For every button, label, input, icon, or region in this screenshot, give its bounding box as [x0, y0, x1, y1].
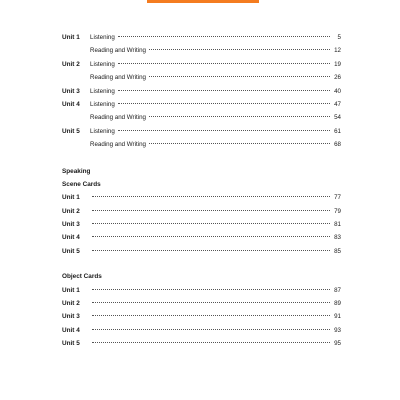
toc-row[interactable]	[62, 125, 341, 138]
toc-row[interactable]	[62, 98, 341, 111]
toc-entry-title: Reading and Writing	[90, 141, 146, 149]
toc-page-number: 5	[337, 34, 341, 41]
toc-row[interactable]	[62, 337, 341, 350]
toc-page-number: 89	[334, 300, 341, 308]
toc-row[interactable]	[62, 231, 341, 244]
toc-page-number: 81	[334, 221, 341, 229]
toc-page-number: 12	[334, 47, 341, 55]
toc-page-number: 61	[334, 127, 341, 135]
dot-leader	[92, 196, 330, 197]
toc-page-number: 26	[334, 74, 341, 82]
toc-unit-label: Unit 3	[62, 313, 80, 321]
dot-leader	[92, 210, 330, 211]
toc-row[interactable]	[62, 85, 341, 98]
toc-page-number: 79	[334, 207, 341, 215]
dot-leader	[92, 289, 330, 290]
toc-entry-title: Listening	[90, 127, 115, 135]
toc-page-number: 68	[334, 141, 341, 149]
dot-leader	[92, 223, 330, 224]
toc-unit-label: Unit 3	[62, 87, 80, 95]
dot-leader	[118, 63, 330, 64]
toc-unit-label: Unit 5	[62, 340, 80, 348]
toc-unit-label: Unit 2	[62, 207, 80, 215]
toc-unit-label: Unit 2	[62, 300, 80, 308]
toc-row[interactable]	[62, 218, 341, 231]
toc-row[interactable]	[62, 138, 341, 151]
toc-page-number: 47	[334, 100, 341, 108]
toc-page-number: 19	[334, 60, 341, 68]
dot-leader	[149, 143, 330, 144]
toc-unit-label: Unit 1	[62, 194, 80, 202]
toc-unit-label: Unit 5	[62, 247, 80, 255]
dot-leader	[118, 90, 330, 91]
dot-leader	[149, 76, 330, 77]
toc-entry-title: Listening	[90, 34, 115, 41]
dot-leader	[149, 116, 330, 117]
toc-unit-label: Unit 3	[62, 221, 80, 229]
toc-page-number: 91	[334, 313, 341, 321]
toc-row[interactable]	[62, 44, 341, 57]
toc-unit-label: Unit 4	[62, 326, 80, 334]
toc-page-number: 83	[334, 234, 341, 242]
dot-leader	[92, 250, 330, 251]
toc-entry-title: Reading and Writing	[90, 114, 146, 122]
toc-entry-title: Listening	[90, 87, 115, 95]
toc-row[interactable]	[62, 284, 341, 297]
toc-unit-label: Unit 4	[62, 234, 80, 242]
toc-row[interactable]	[62, 31, 341, 44]
toc-row[interactable]	[62, 245, 341, 258]
toc-row[interactable]	[62, 324, 341, 337]
object-cards-heading: Object Cards	[62, 273, 102, 281]
toc-row[interactable]	[62, 71, 341, 84]
dot-leader	[149, 49, 330, 50]
toc-unit-label: Unit 2	[62, 60, 80, 68]
toc-unit-label: Unit 4	[62, 100, 80, 108]
dot-leader	[92, 236, 330, 237]
toc-page-number: 95	[334, 340, 341, 348]
toc-page-number: 93	[334, 326, 341, 334]
dot-leader	[92, 342, 330, 343]
dot-leader	[118, 103, 330, 104]
toc-row[interactable]	[62, 205, 341, 218]
dot-leader	[92, 315, 330, 316]
toc-unit-label: Unit 5	[62, 127, 80, 135]
toc-entry-title: Listening	[90, 60, 115, 68]
toc-unit-label: Unit 1	[62, 34, 80, 41]
dot-leader	[118, 130, 330, 131]
toc-row[interactable]	[62, 191, 341, 204]
table-of-contents	[62, 31, 341, 351]
toc-section-object-cards	[62, 284, 341, 351]
speaking-heading: Speaking	[62, 167, 91, 175]
toc-entry-title: Listening	[90, 100, 115, 108]
toc-row[interactable]	[62, 58, 341, 71]
toc-row[interactable]	[62, 297, 341, 310]
dot-leader	[118, 36, 330, 37]
toc-page-number: 77	[334, 194, 341, 202]
header-accent-bar	[147, 0, 259, 3]
toc-unit-label: Unit 1	[62, 286, 80, 294]
dot-leader	[92, 329, 330, 330]
toc-entry-title: Reading and Writing	[90, 74, 146, 82]
dot-leader	[92, 302, 330, 303]
toc-section-scene-cards	[62, 191, 341, 258]
toc-entry-title: Reading and Writing	[90, 47, 146, 55]
toc-page-number: 85	[334, 247, 341, 255]
toc-page-number: 54	[334, 114, 341, 122]
toc-section-listening-writing	[62, 31, 341, 152]
toc-row[interactable]	[62, 111, 341, 124]
toc-page-number: 87	[334, 286, 341, 294]
toc-row[interactable]	[62, 310, 341, 323]
scene-cards-heading: Scene Cards	[62, 180, 101, 188]
toc-page-number: 40	[334, 87, 341, 95]
